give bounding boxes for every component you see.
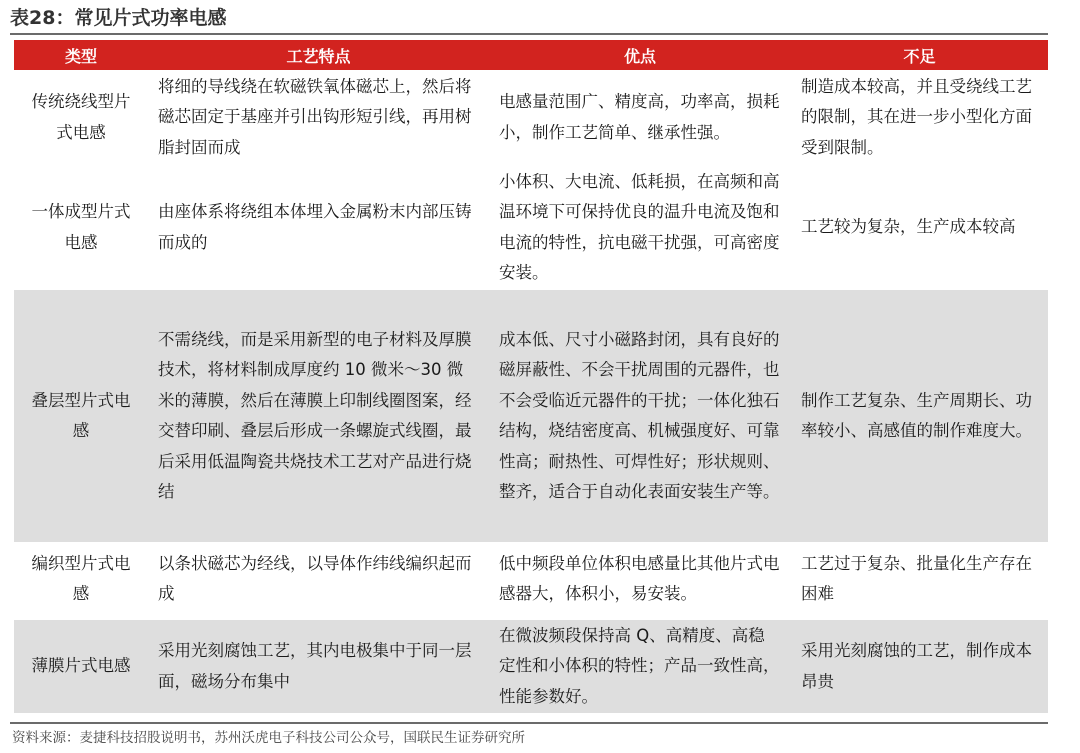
cell-disadvantages: 制作工艺复杂、生产周期长、功率较小、高感值的制作难度大。 xyxy=(791,290,1048,542)
cell-type: 编织型片式电感 xyxy=(14,542,148,618)
header-type: 类型 xyxy=(14,40,148,70)
table-header-row xyxy=(14,40,1048,70)
cell-process: 不需绕线，而是采用新型的电子材料及厚膜技术，将材料制成厚度约 10 微米～30 微米的薄膜，然后在薄膜上印制线圈图案，经交替印刷、叠层后形成一条螺旋式线圈，最后采用低温陶瓷共烧技术工艺对产品进行烧结 xyxy=(148,290,489,542)
source-note: 资料来源：麦捷科技招股说明书，苏州沃虎电子科技公司公众号，国联民生证券研究所 xyxy=(12,730,525,746)
cell-advantages: 电感量范围广、精度高，功率高，损耗小，制作工艺简单、继承性强。 xyxy=(489,70,791,165)
cell-process: 将细的导线绕在软磁铁氧体磁芯上，然后将磁芯固定于基座并引出钩形短引线，再用树脂封固而成 xyxy=(148,70,489,165)
cell-process: 由座体系将绕组本体埋入金属粉末内部压铸而成的 xyxy=(148,165,489,290)
cell-process: 以条状磁芯为经线，以导体作纬线编织起而成 xyxy=(148,542,489,618)
cell-advantages: 小体积、大电流、低耗损，在高频和高温环境下可保持优良的温升电流及饱和电流的特性，抗电磁干扰强，可高密度安装。 xyxy=(489,165,791,290)
cell-disadvantages: 采用光刻腐蚀的工艺，制作成本昂贵 xyxy=(791,618,1048,713)
table-row xyxy=(14,70,1048,165)
table-row xyxy=(14,165,1048,290)
header-process: 工艺特点 xyxy=(148,40,489,70)
table-bottom-divider xyxy=(10,722,1048,724)
title-divider xyxy=(10,33,1048,35)
cell-disadvantages: 制造成本较高，并且受绕线工艺的限制，其在进一步小型化方面受到限制。 xyxy=(791,70,1048,165)
inductor-comparison-table xyxy=(14,40,1048,713)
cell-type: 薄膜片式电感 xyxy=(14,618,148,713)
cell-advantages: 低中频段单位体积电感量比其他片式电感器大，体积小，易安装。 xyxy=(489,542,791,618)
cell-disadvantages: 工艺较为复杂，生产成本较高 xyxy=(791,165,1048,290)
table-row xyxy=(14,542,1048,618)
table-title: 表28：常见片式功率电感 xyxy=(10,7,227,29)
header-disadvantages: 不足 xyxy=(791,40,1048,70)
cell-type: 一体成型片式电感 xyxy=(14,165,148,290)
table-row xyxy=(14,290,1048,542)
header-advantages: 优点 xyxy=(489,40,791,70)
cell-disadvantages: 工艺过于复杂、批量化生产存在困难 xyxy=(791,542,1048,618)
cell-advantages: 在微波频段保持高 Q、高精度、高稳定性和小体积的特性；产品一致性高，性能参数好。 xyxy=(489,618,791,713)
cell-type: 叠层型片式电感 xyxy=(14,290,148,542)
table-row xyxy=(14,618,1048,713)
cell-process: 采用光刻腐蚀工艺，其内电极集中于同一层面，磁场分布集中 xyxy=(148,618,489,713)
cell-type: 传统绕线型片式电感 xyxy=(14,70,148,165)
cell-advantages: 成本低、尺寸小磁路封闭，具有良好的磁屏蔽性、不会干扰周围的元器件，也不会受临近元器件的干扰；一体化独石结构，烧结密度高、机械强度好、可靠性高；耐热性、可焊性好；形状规则、整齐，适合于自动化表面安装生产等。 xyxy=(489,290,791,542)
